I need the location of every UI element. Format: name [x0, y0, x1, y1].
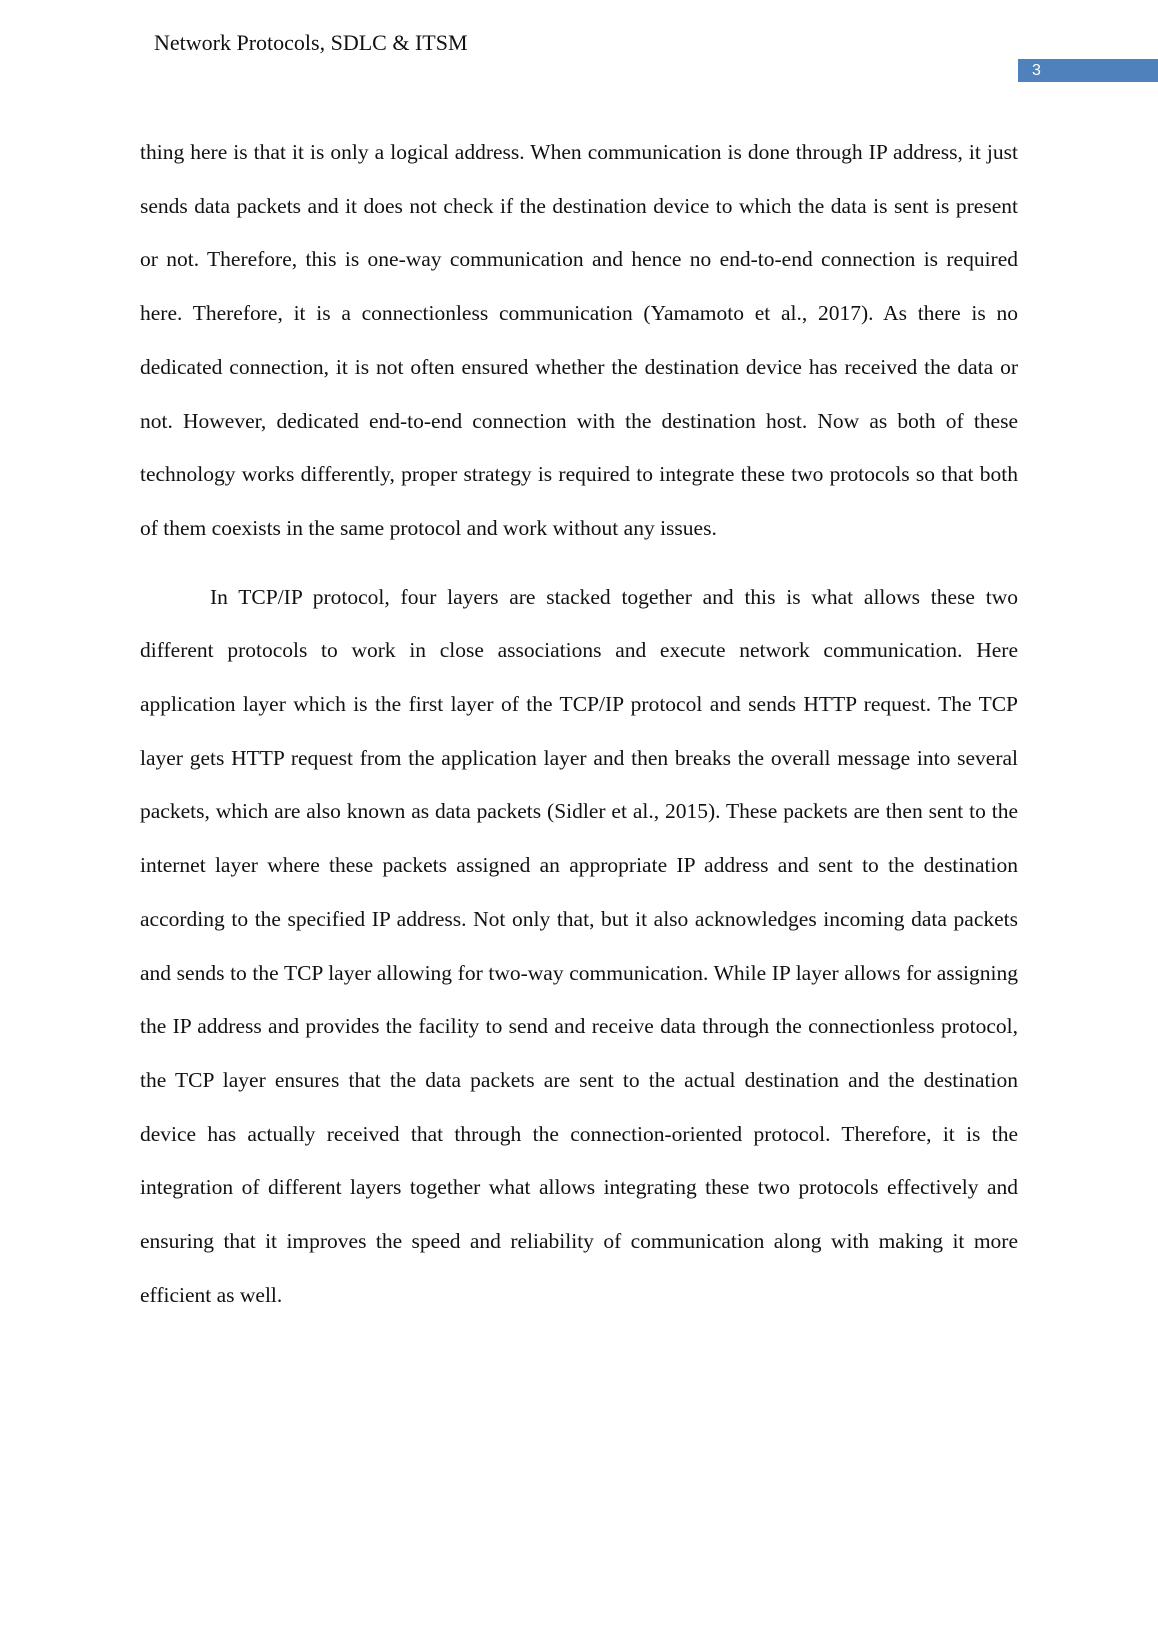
page-number: 3	[1032, 62, 1041, 79]
body-text	[140, 126, 1018, 1322]
paragraph-tcp-ip-layers: In TCP/IP protocol, four layers are stacked together and this is what allows these two different protocols to work in close associations and execute network communication. Here application layer which is the first layer of the TCP/IP protocol and sends HTTP request. The TCP layer gets HTTP request from the application layer and then breaks the overall message into several packets, which are also known as data packets (Sidler et al., 2015). These packets are then sent to the internet layer where these packets assigned an appropriate IP address and sent to the destination according to the specified IP address. Not only that, but it also acknowledges incoming data packets and sends to the TCP layer allowing for two-way communication. While IP layer allows for assigning the IP address and provides the facility to send and receive data through the connectionless protocol, the TCP layer ensures that the data packets are sent to the actual destination and the destination device has actually received that through the connection-oriented protocol. Therefore, it is the integration of different layers together what allows integrating these two protocols effectively and ensuring that it improves the speed and reliability of communication along with making it more efficient as well.	[140, 584, 1018, 1307]
running-head: Network Protocols, SDLC & ITSM	[154, 30, 468, 55]
page-number-bar	[1018, 59, 1158, 82]
paragraph-continuation: thing here is that it is only a logical address. When communication is done through IP address, it just sends data packets and it does not check if the destination device to which the data is sent is present or not. Therefore, this is one-way communication and hence no end-to-end connection is required here. Therefore, it is a connectionless communication (Yamamoto et al., 2017). As there is no dedicated connection, it is not often ensured whether the destination device has received the data or not. However, dedicated end-to-end connection with the destination host. Now as both of these technology works differently, proper strategy is required to integrate these two protocols so that both of them coexists in the same protocol and work without any issues.	[140, 140, 1018, 540]
